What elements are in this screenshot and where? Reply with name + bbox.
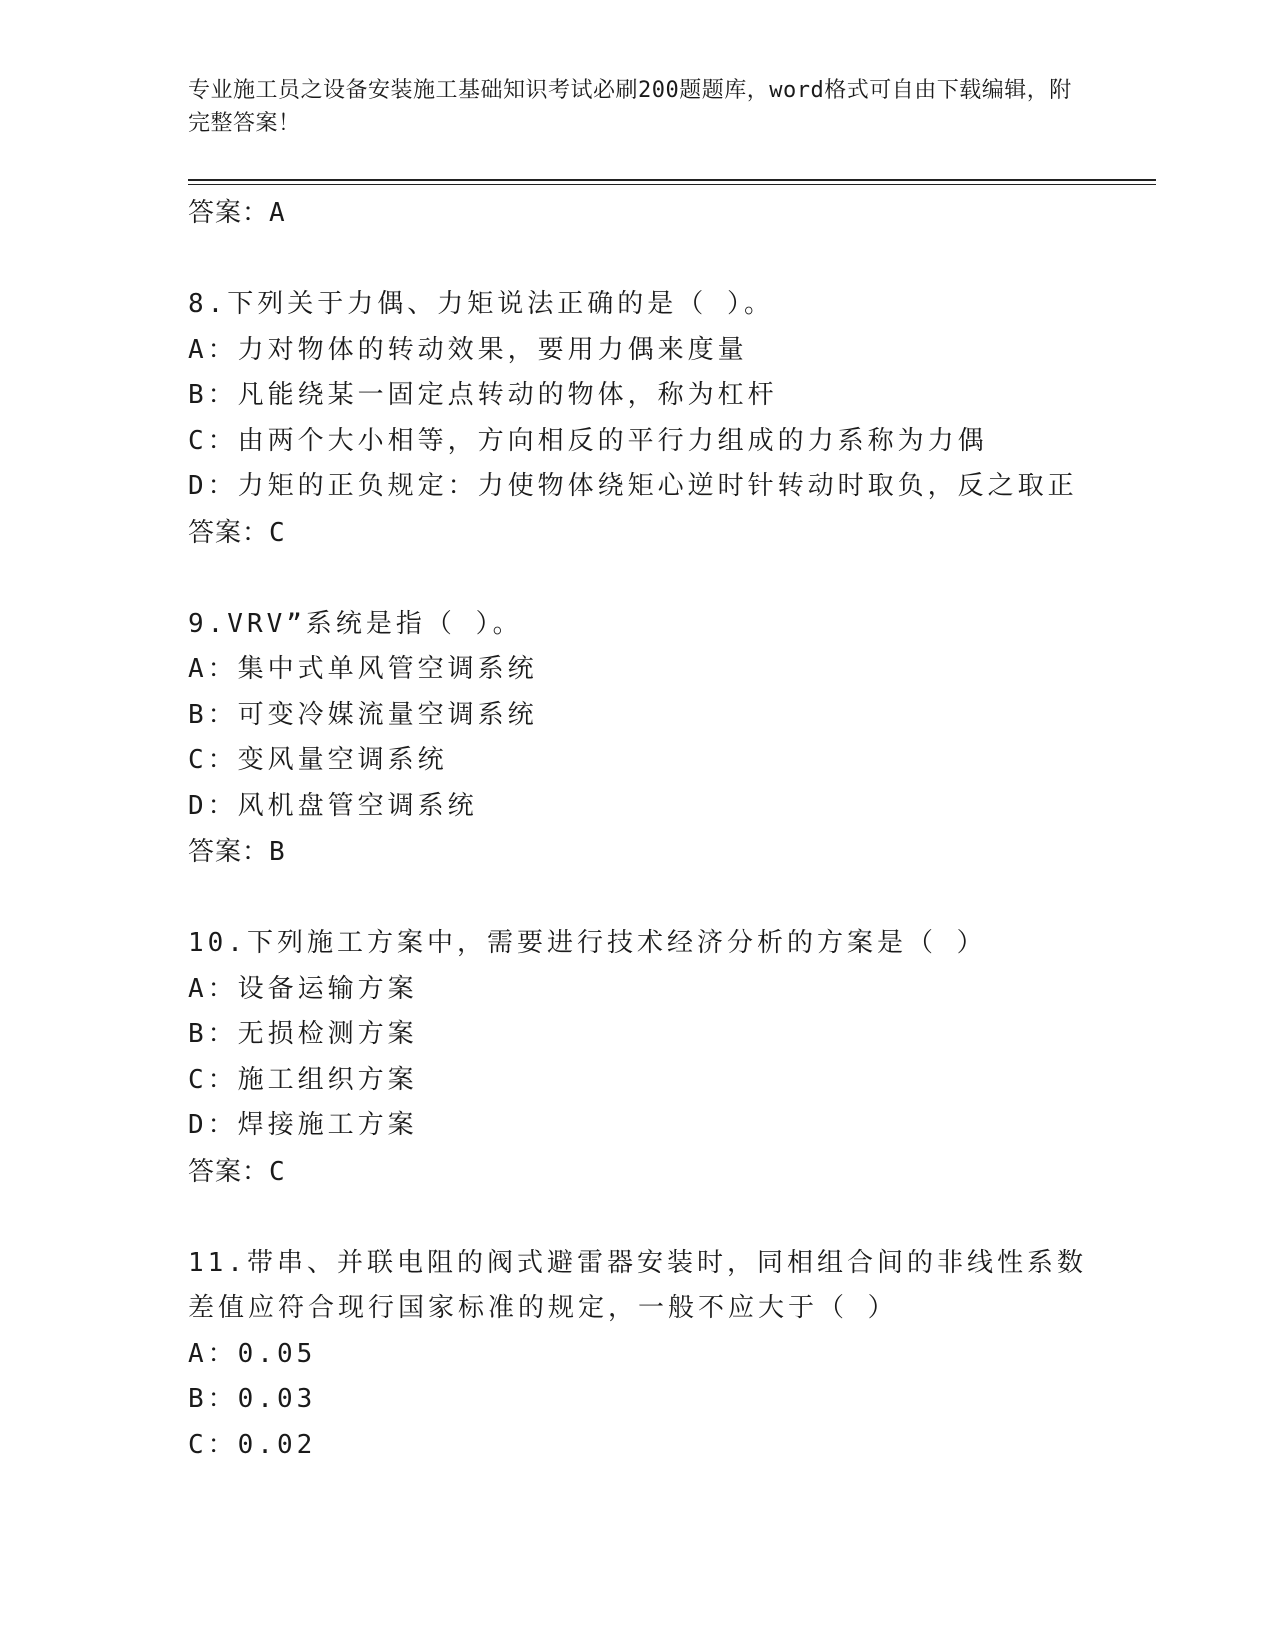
document-body: [188, 190, 1088, 1468]
option-c: C：由两个大小相等，方向相反的平行力组成的力系称为力偶: [188, 425, 988, 456]
option-b: B：凡能绕某一固定点转动的物体，称为杠杆: [188, 380, 778, 410]
option-d: D：力矩的正负规定：力使物体绕矩心逆时针转动时取负，反之取正: [188, 471, 1078, 501]
option-b: B：无损检测方案: [188, 1019, 418, 1049]
answer-line: 答案：B: [188, 837, 286, 867]
question-title: 11.带串、并联电阻的阀式避雷器安装时，同相组合间的非线性系数差值应符合现行国家标准的规定，一般不应大于（ ）: [188, 1247, 1087, 1323]
document-header: 专业施工员之设备安装施工基础知识考试必刷200题题库，word格式可自由下载编辑，附完整答案！: [188, 78, 1072, 136]
option-d: D：焊接施工方案: [188, 1110, 418, 1140]
option-a: A：力对物体的转动效果，要用力偶来度量: [188, 334, 748, 365]
option-a: A：集中式单风管空调系统: [188, 654, 538, 684]
header-divider-thin: [188, 184, 1156, 185]
answer-line: 答案：C: [188, 1156, 286, 1187]
option-a: A：0.05: [188, 1338, 317, 1369]
answer-line: 答案：C: [188, 517, 286, 548]
question-8: [188, 282, 1088, 556]
question-title: 10.下列施工方案中，需要进行技术经济分析的方案是（ ）: [188, 928, 987, 958]
option-c: C：变风量空调系统: [188, 745, 448, 775]
option-b: B：0.03: [188, 1384, 317, 1414]
question-10: [188, 921, 1088, 1195]
question-9: [188, 602, 1088, 876]
question-11: [188, 1241, 1088, 1469]
answer-line: 答案：A: [188, 198, 286, 228]
option-a: A：设备运输方案: [188, 973, 418, 1004]
question-title: 8.下列关于力偶、力矩说法正确的是（ ）。: [188, 289, 774, 319]
option-b: B：可变冷媒流量空调系统: [188, 699, 538, 730]
option-c: C：施工组织方案: [188, 1064, 418, 1095]
option-d: D：风机盘管空调系统: [188, 790, 478, 821]
option-c: C：0.02: [188, 1429, 317, 1460]
question-title: 9.VRV”系统是指（ ）。: [188, 608, 523, 639]
header-divider-thick: [188, 179, 1156, 181]
